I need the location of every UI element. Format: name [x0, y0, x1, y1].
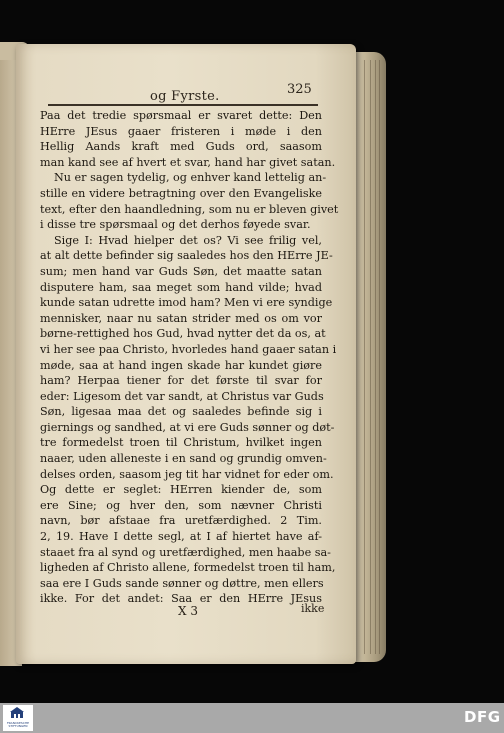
text-line: staaet fra al synd og uretfærdighed, men haabe sa-	[40, 545, 331, 559]
text-line: møde, saa at hand ingen skade har kundet giøre	[40, 358, 322, 372]
text-line: Og dette er seglet: HErren kiender de, som	[40, 483, 322, 497]
text-line: børne-rettighed hos Gud, hvad nytter det da os, at	[40, 327, 326, 341]
text-line: vi her see paa Christo, hvorledes hand gaaer satan i	[40, 342, 337, 356]
catchword: ikke	[301, 602, 325, 615]
running-title: og Fyrste.	[150, 89, 220, 104]
signature-mark: X 3	[178, 604, 198, 618]
body-text	[40, 108, 339, 607]
text-line: Nu er sagen tydelig, og enhver kand lettelig an-	[54, 171, 327, 185]
text-line: saa ere I Guds sande sønner og døttre, men ellers	[40, 576, 324, 590]
text-line: Sige I: Hvad hielper det os? Vi see frilig vel,	[54, 233, 322, 247]
text-line: ligheden af Christo allene, formedelst troen til ham,	[40, 561, 336, 575]
text-line: mennisker, naar nu satan strider med os om vor	[40, 311, 322, 325]
text-line: 2, 19. Have I dette segl, at I af hiertet have af-	[40, 530, 322, 544]
text-line: delses orden, saasom jeg tit har vidnet for eder om.	[40, 467, 334, 481]
viewer-footer-bar	[0, 703, 504, 733]
text-line: sum; men hand var Guds Søn, det maatte satan	[40, 264, 322, 278]
text-line: text, efter den haandledning, som nu er bleven givet	[40, 202, 339, 216]
text-line: naaer, uden alleneste i en sand og grundig omven-	[40, 452, 327, 466]
text-line: Paa det tredie spørsmaal er svaret dette: Den	[40, 109, 322, 122]
text-line: HErre JEsus gaaer fristeren i møde i den	[40, 124, 322, 138]
institution-logo-icon	[10, 707, 24, 719]
text-line: ham? Herpaa tiener for det første til svar for	[40, 374, 322, 388]
text-line: tre formedelst troen til Christum, hvilket ingen	[40, 436, 322, 450]
text-line: navn, bør afstaae fra uretfærdighed. 2 Tim.	[40, 514, 322, 528]
text-line: ikke. For det andet: Saa er den HErre JEsus	[40, 592, 322, 606]
logo-caption: FRANCKESCHE STIFTUNGEN	[6, 721, 30, 729]
text-line: kunde satan udrette imod ham? Men vi ere syndige	[40, 296, 333, 310]
text-line: giernings og sandhed, at vi ere Guds sønner og døt-	[40, 420, 335, 434]
header-rule	[48, 104, 318, 106]
dfg-logo[interactable]: DFG	[464, 708, 501, 726]
text-line: disputere ham, saa meget som hand vilde; hvad	[40, 280, 322, 294]
text-line: at alt dette befinder sig saaledes hos den HErre JE-	[40, 249, 333, 263]
text-line: Søn, ligesaa maa det og saaledes befinde sig i	[40, 405, 322, 419]
text-line: stille en videre betragtning over den Evangeliske	[40, 186, 322, 200]
text-line: Hellig Aands kraft med Guds ord, saasom	[40, 140, 322, 154]
text-line: man kand see af hvert et svar, hand har givet satan.	[40, 155, 336, 169]
text-line: i disse tre spørsmaal og det derhos føyede svar.	[40, 218, 311, 232]
text-line: eder: Ligesom det var sandt, at Christus var Guds	[40, 389, 324, 403]
page-number: 325	[287, 82, 312, 97]
text-line: ere Sine; og hver den, som nævner Christi	[40, 498, 322, 512]
